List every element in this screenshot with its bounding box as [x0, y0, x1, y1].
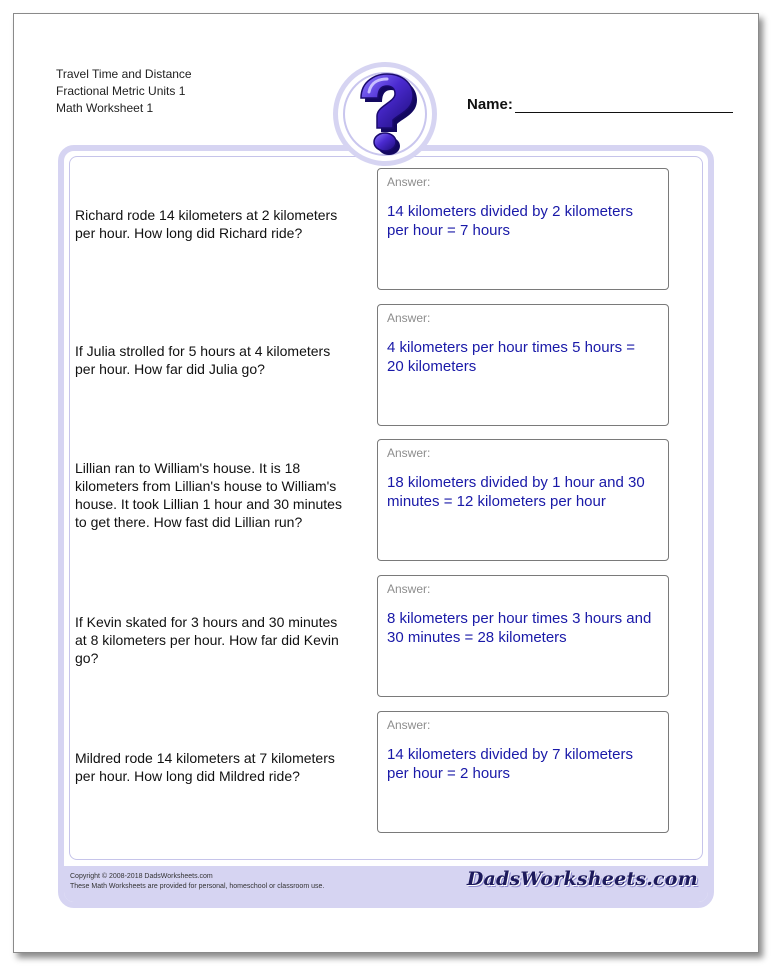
question-5: Mildred rode 14 kilometers at 7 kilometers per hour. How long did Mildred ride? — [75, 750, 335, 784]
name-line — [515, 112, 733, 113]
answer-label: Answer: — [387, 718, 431, 732]
answer-box-2 — [377, 304, 669, 426]
answer-box-1 — [377, 168, 669, 290]
answer-4: 8 kilometers per hour times 3 hours and 30 minutes = 28 kilometers — [387, 610, 652, 646]
answer-2: 4 kilometers per hour times 5 hours = 20 kilometers — [387, 339, 636, 375]
question-1: Richard rode 14 kilometers at 2 kilometers per hour. How long did Richard ride? — [75, 207, 338, 241]
answer-5: 14 kilometers divided by 7 kilometers per hour = 2 hours — [387, 746, 633, 782]
question-2: If Julia strolled for 5 hours at 4 kilometers per hour. How far did Julia go? — [75, 343, 331, 377]
answer-label: Answer: — [387, 446, 431, 460]
dadsworksheets-logo: DadsWorksheets.com — [466, 868, 698, 890]
name-label: Name: — [467, 96, 513, 113]
answer-label: Answer: — [387, 175, 431, 189]
question-mark-icon — [347, 72, 423, 156]
answer-3: 18 kilometers divided by 1 hour and 30 minutes = 12 kilometers per hour — [387, 474, 645, 510]
usage-notice: These Math Worksheets are provided for personal, homeschool or classroom use. — [70, 883, 325, 890]
question-emblem — [333, 62, 437, 166]
copyright-line: Copyright © 2008-2018 DadsWorksheets.com — [70, 873, 213, 880]
worksheet-header — [56, 66, 192, 117]
answer-1: 14 kilometers divided by 2 kilometers per hour = 7 hours — [387, 203, 633, 239]
answer-box-3 — [377, 439, 669, 561]
answer-box-5 — [377, 711, 669, 833]
answer-label: Answer: — [387, 582, 431, 596]
worksheet-number: Math Worksheet 1 — [56, 101, 154, 115]
answer-label: Answer: — [387, 311, 431, 325]
worksheet-subtitle: Fractional Metric Units 1 — [56, 84, 186, 98]
answer-box-4 — [377, 575, 669, 697]
worksheet-title: Travel Time and Distance — [56, 67, 192, 81]
footer — [64, 866, 708, 902]
copyright-text — [70, 872, 324, 892]
question-4: If Kevin skated for 3 hours and 30 minutes at 8 kilometers per hour. How far did Kevin go? — [75, 614, 339, 666]
question-3: Lillian ran to William's house. It is 18 kilometers from Lillian's house to William's house. It took Lillian 1 hour and 30 minutes to get there. How fast did Lillian run? — [75, 460, 342, 530]
